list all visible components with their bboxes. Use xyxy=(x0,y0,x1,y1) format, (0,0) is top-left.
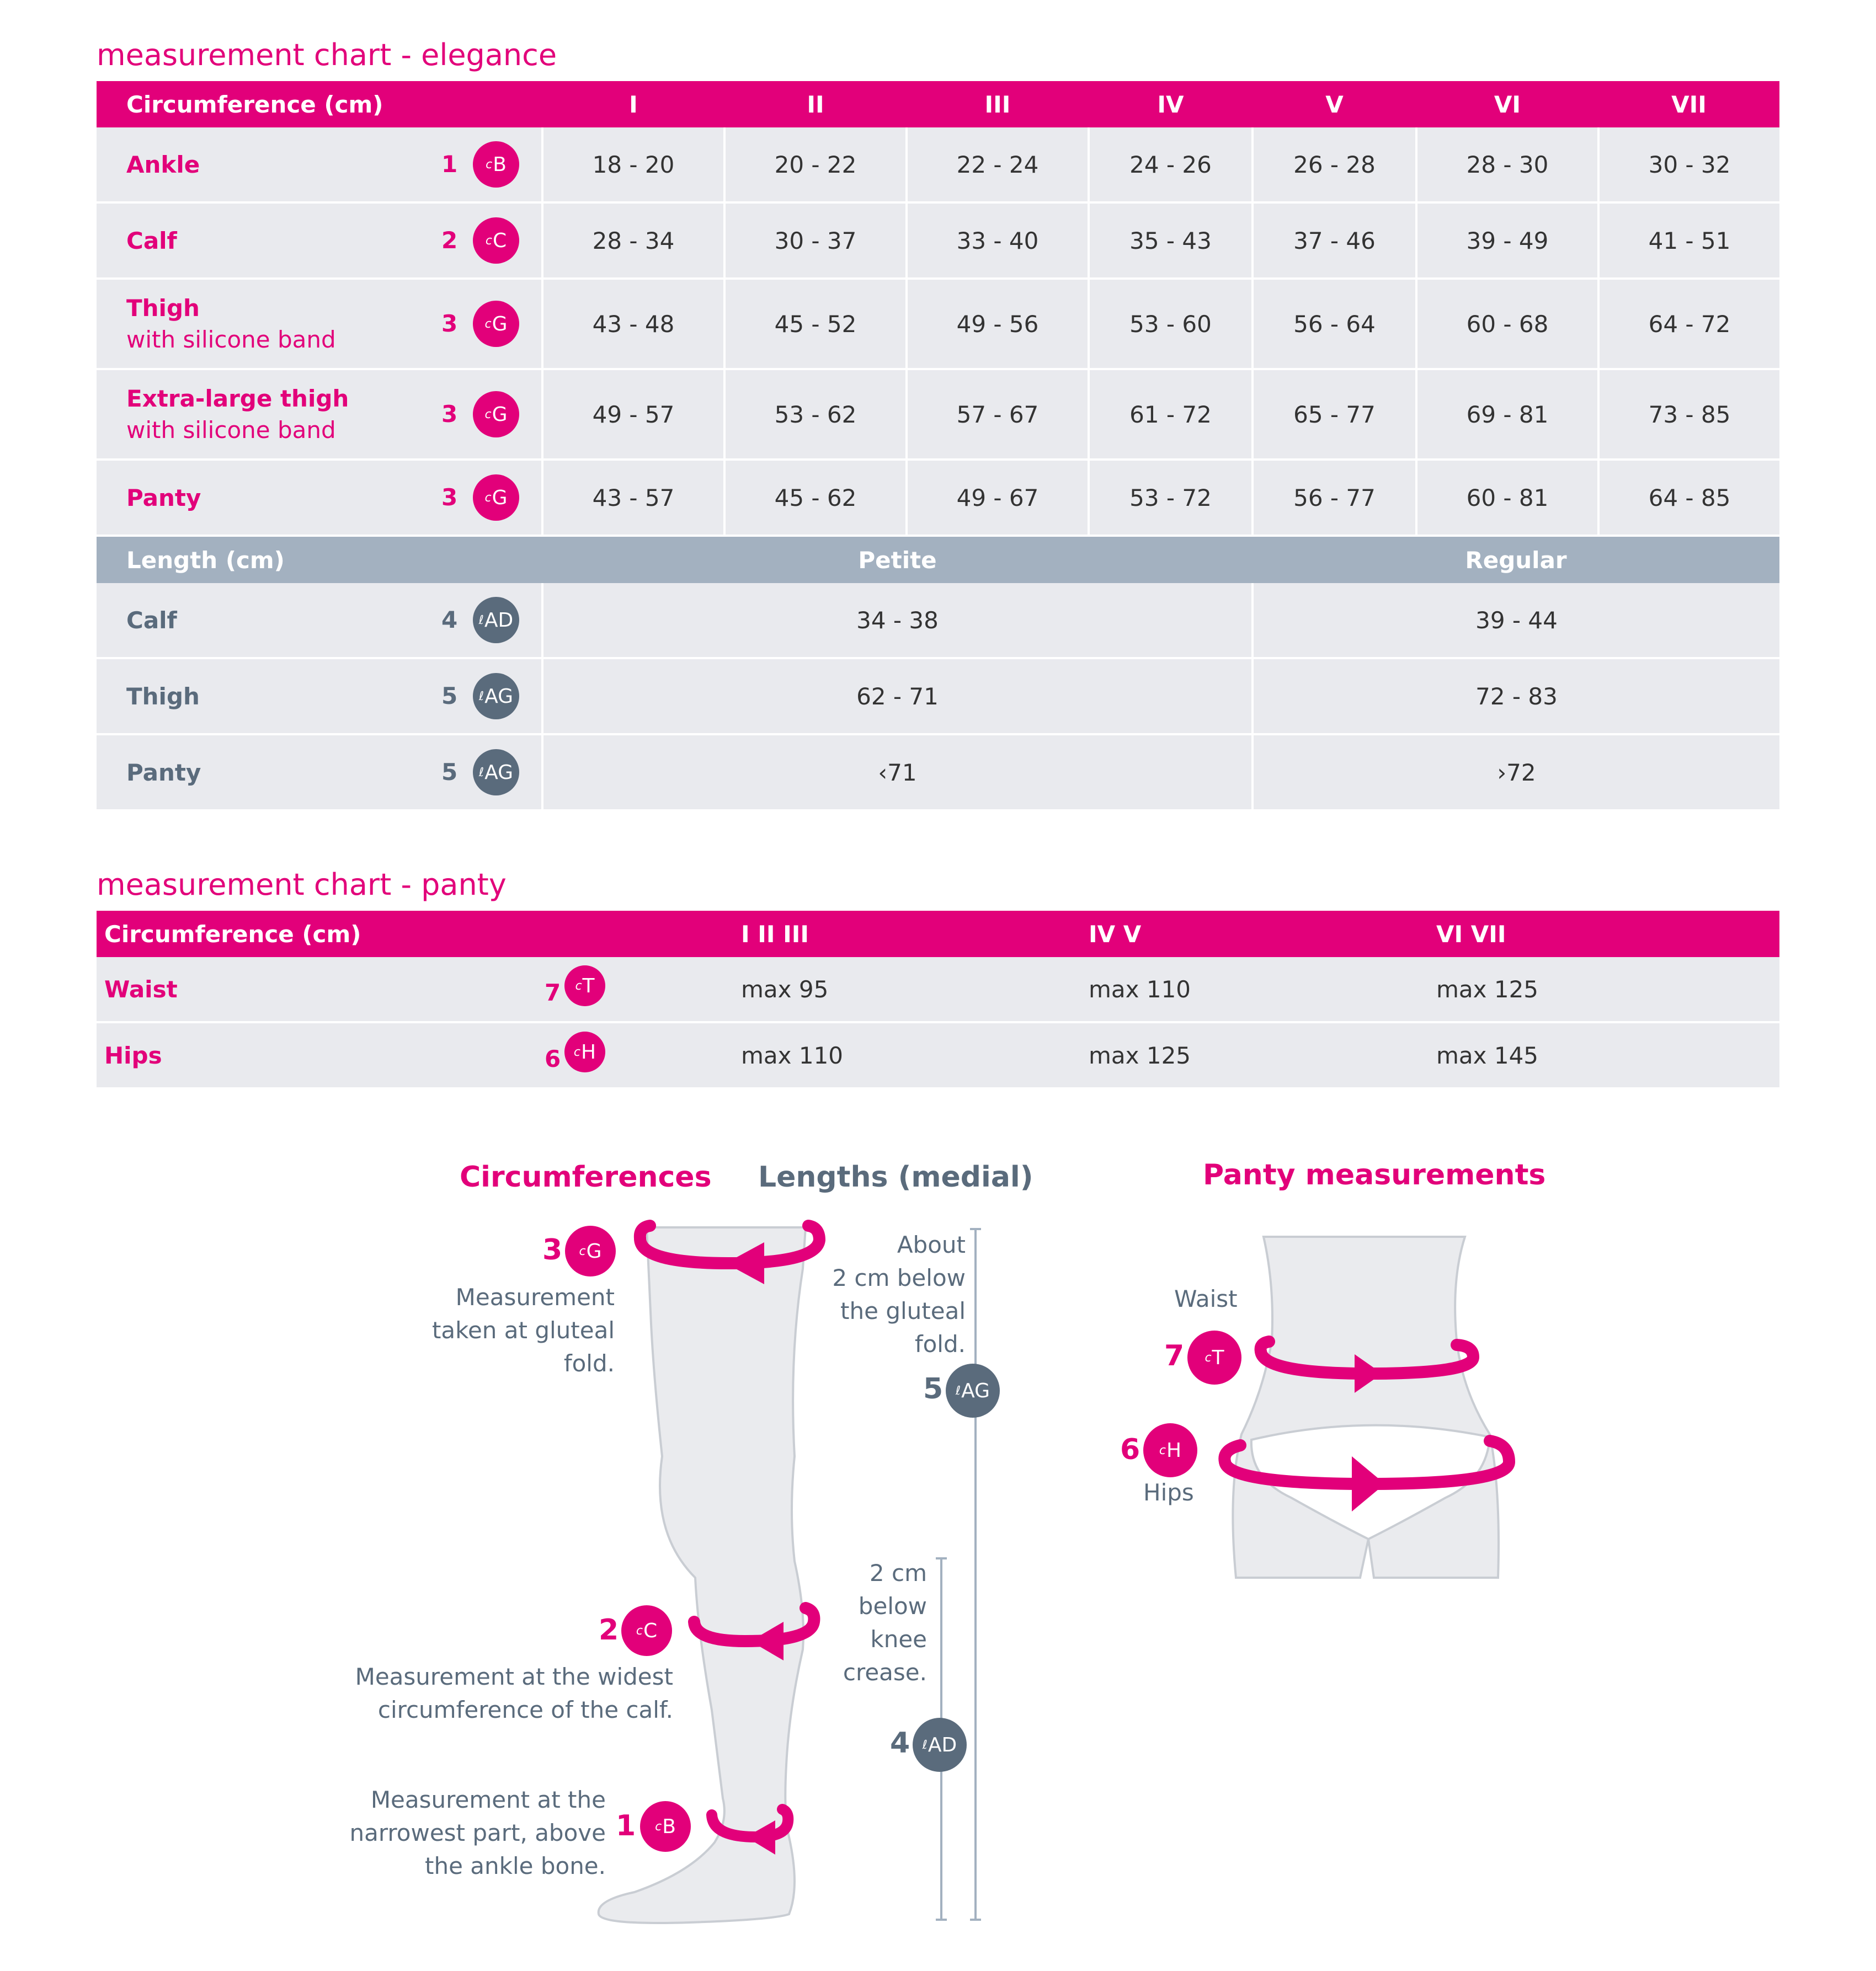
size-value-cell: 60 - 68 xyxy=(1416,279,1598,369)
row-label: Ankle xyxy=(126,151,200,178)
measure-number: 3 xyxy=(441,400,458,428)
size-value-cell: 61 - 72 xyxy=(1089,369,1253,460)
circumference-g-icon: c G xyxy=(473,474,519,521)
panty-size-group: IV V xyxy=(1089,911,1436,957)
lengths-heading: Lengths (medial) xyxy=(758,1161,1033,1194)
size-value-cell: 18 - 20 xyxy=(542,127,724,202)
size-value-cell: 43 - 57 xyxy=(542,460,724,536)
circumference-header: Circumference (cm) xyxy=(97,81,542,127)
ad-note: 2 cm below knee crease. xyxy=(843,1559,927,1686)
row-label: Extra-large thigh xyxy=(126,385,349,412)
size-value-cell: 39 - 49 xyxy=(1416,202,1598,279)
panty-value-cell: max 95 xyxy=(741,957,1089,1022)
measure-number: 7 xyxy=(545,979,561,1006)
size-header: V xyxy=(1253,81,1416,127)
ag-note: About 2 cm below the gluteal fold. xyxy=(832,1231,966,1358)
panty-measurements-heading: Panty measurements xyxy=(1203,1158,1546,1192)
row-label: Calf xyxy=(126,606,177,634)
ankle-note: Measurement at the narrowest part, above the ankle bone. xyxy=(349,1786,606,1879)
size-value-cell: 49 - 67 xyxy=(907,460,1089,536)
panty-h-icon: c H xyxy=(564,1032,605,1072)
marker-2-number: 2 xyxy=(599,1614,619,1647)
size-value-cell: 45 - 52 xyxy=(724,279,907,369)
size-value-cell: 57 - 67 xyxy=(907,369,1089,460)
size-value-cell: 35 - 43 xyxy=(1089,202,1253,279)
measure-number: 4 xyxy=(441,606,458,633)
measure-number: 3 xyxy=(441,310,458,337)
row-label: Panty xyxy=(126,759,201,786)
measure-number: 2 xyxy=(441,227,458,254)
size-value-cell: 53 - 60 xyxy=(1089,279,1253,369)
marker-7-number: 7 xyxy=(1164,1339,1185,1372)
circumferences-heading: Circumferences xyxy=(460,1161,712,1194)
size-value-cell: 56 - 64 xyxy=(1253,279,1416,369)
length-col-regular: Regular xyxy=(1253,536,1779,583)
size-header: VII xyxy=(1598,81,1779,127)
panty-size-group: I II III xyxy=(741,911,1089,957)
marker-4-number: 4 xyxy=(890,1727,910,1760)
regular-value-cell: 39 - 44 xyxy=(1253,583,1779,658)
panty-circumference-header: Circumference (cm) xyxy=(97,911,741,957)
size-value-cell: 28 - 34 xyxy=(542,202,724,279)
length-ad-icon: ℓ AD xyxy=(473,597,519,643)
row-label: Hips xyxy=(104,1041,162,1069)
ch-icon: c H xyxy=(1143,1423,1197,1477)
size-value-cell: 64 - 85 xyxy=(1598,460,1779,536)
lag-icon: ℓ AG xyxy=(946,1364,1000,1418)
size-value-cell: 73 - 85 xyxy=(1598,369,1779,460)
size-header: III xyxy=(907,81,1089,127)
petite-value-cell: ‹71 xyxy=(542,734,1253,810)
size-header: VI xyxy=(1416,81,1598,127)
ct-icon: c T xyxy=(1187,1331,1241,1385)
size-value-cell: 30 - 37 xyxy=(724,202,907,279)
panty-value-cell: max 125 xyxy=(1436,957,1779,1022)
petite-value-cell: 34 - 38 xyxy=(542,583,1253,658)
size-value-cell: 56 - 77 xyxy=(1253,460,1416,536)
circumference-g-icon: c G xyxy=(473,301,519,347)
size-value-cell: 30 - 32 xyxy=(1598,127,1779,202)
length-col-petite: Petite xyxy=(542,536,1253,583)
panty-title: measurement chart - panty xyxy=(97,867,507,902)
row-label: Thigh xyxy=(126,682,200,710)
size-value-cell: 28 - 30 xyxy=(1416,127,1598,202)
circumference-b-icon: c B xyxy=(473,141,519,188)
size-value-cell: 49 - 56 xyxy=(907,279,1089,369)
cc-icon: c C xyxy=(621,1605,672,1656)
calf-note: Measurement at the widest circumference of the calf. xyxy=(355,1663,673,1723)
row-label: Thigh xyxy=(126,295,200,322)
marker-3-number: 3 xyxy=(542,1233,563,1267)
size-value-cell: 43 - 48 xyxy=(542,279,724,369)
row-label: Waist xyxy=(104,975,178,1003)
size-value-cell: 64 - 72 xyxy=(1598,279,1779,369)
measure-number: 5 xyxy=(441,682,458,709)
panty-value-cell: max 145 xyxy=(1436,1022,1779,1088)
hips-label: Hips xyxy=(1143,1479,1194,1506)
marker-6-number: 6 xyxy=(1120,1433,1140,1466)
gluteal-note: Measurement taken at gluteal fold. xyxy=(431,1284,615,1377)
measure-number: 1 xyxy=(441,151,458,178)
size-value-cell: 22 - 24 xyxy=(907,127,1089,202)
size-value-cell: 53 - 62 xyxy=(724,369,907,460)
measure-number: 6 xyxy=(545,1045,561,1072)
size-value-cell: 45 - 62 xyxy=(724,460,907,536)
cg-icon: c G xyxy=(565,1226,616,1276)
size-header: II xyxy=(724,81,907,127)
cb-icon: c B xyxy=(640,1801,691,1852)
size-value-cell: 33 - 40 xyxy=(907,202,1089,279)
size-value-cell: 53 - 72 xyxy=(1089,460,1253,536)
marker-5-number: 5 xyxy=(923,1372,944,1406)
elegance-title: measurement chart - elegance xyxy=(97,38,557,72)
lad-icon: ℓ AD xyxy=(913,1718,967,1772)
length-ag-icon: ℓ AG xyxy=(473,673,519,719)
length-header: Length (cm) xyxy=(97,536,542,583)
length-ag-icon: ℓ AG xyxy=(473,749,519,795)
size-value-cell: 69 - 81 xyxy=(1416,369,1598,460)
size-value-cell: 60 - 81 xyxy=(1416,460,1598,536)
panty-value-cell: max 125 xyxy=(1089,1022,1436,1088)
waist-label: Waist xyxy=(1174,1285,1238,1312)
size-header: IV xyxy=(1089,81,1253,127)
circumference-g-icon: c G xyxy=(473,391,519,437)
marker-1-number: 1 xyxy=(616,1809,636,1842)
panty-value-cell: max 110 xyxy=(741,1022,1089,1088)
measure-number: 5 xyxy=(441,759,458,786)
row-label: Panty xyxy=(126,484,201,511)
row-label: Calf xyxy=(126,227,177,254)
regular-value-cell: 72 - 83 xyxy=(1253,658,1779,734)
row-sublabel: with silicone band xyxy=(126,326,336,353)
panty-t-icon: c T xyxy=(564,965,605,1006)
size-value-cell: 41 - 51 xyxy=(1598,202,1779,279)
regular-value-cell: ›72 xyxy=(1253,734,1779,810)
size-header: I xyxy=(542,81,724,127)
size-value-cell: 20 - 22 xyxy=(724,127,907,202)
row-sublabel: with silicone band xyxy=(126,416,336,444)
size-value-cell: 65 - 77 xyxy=(1253,369,1416,460)
circumference-c-icon: c C xyxy=(473,217,519,264)
panty-size-group: VI VII xyxy=(1436,911,1779,957)
petite-value-cell: 62 - 71 xyxy=(542,658,1253,734)
size-value-cell: 24 - 26 xyxy=(1089,127,1253,202)
size-value-cell: 37 - 46 xyxy=(1253,202,1416,279)
size-value-cell: 49 - 57 xyxy=(542,369,724,460)
size-value-cell: 26 - 28 xyxy=(1253,127,1416,202)
panty-value-cell: max 110 xyxy=(1089,957,1436,1022)
measure-number: 3 xyxy=(441,484,458,511)
